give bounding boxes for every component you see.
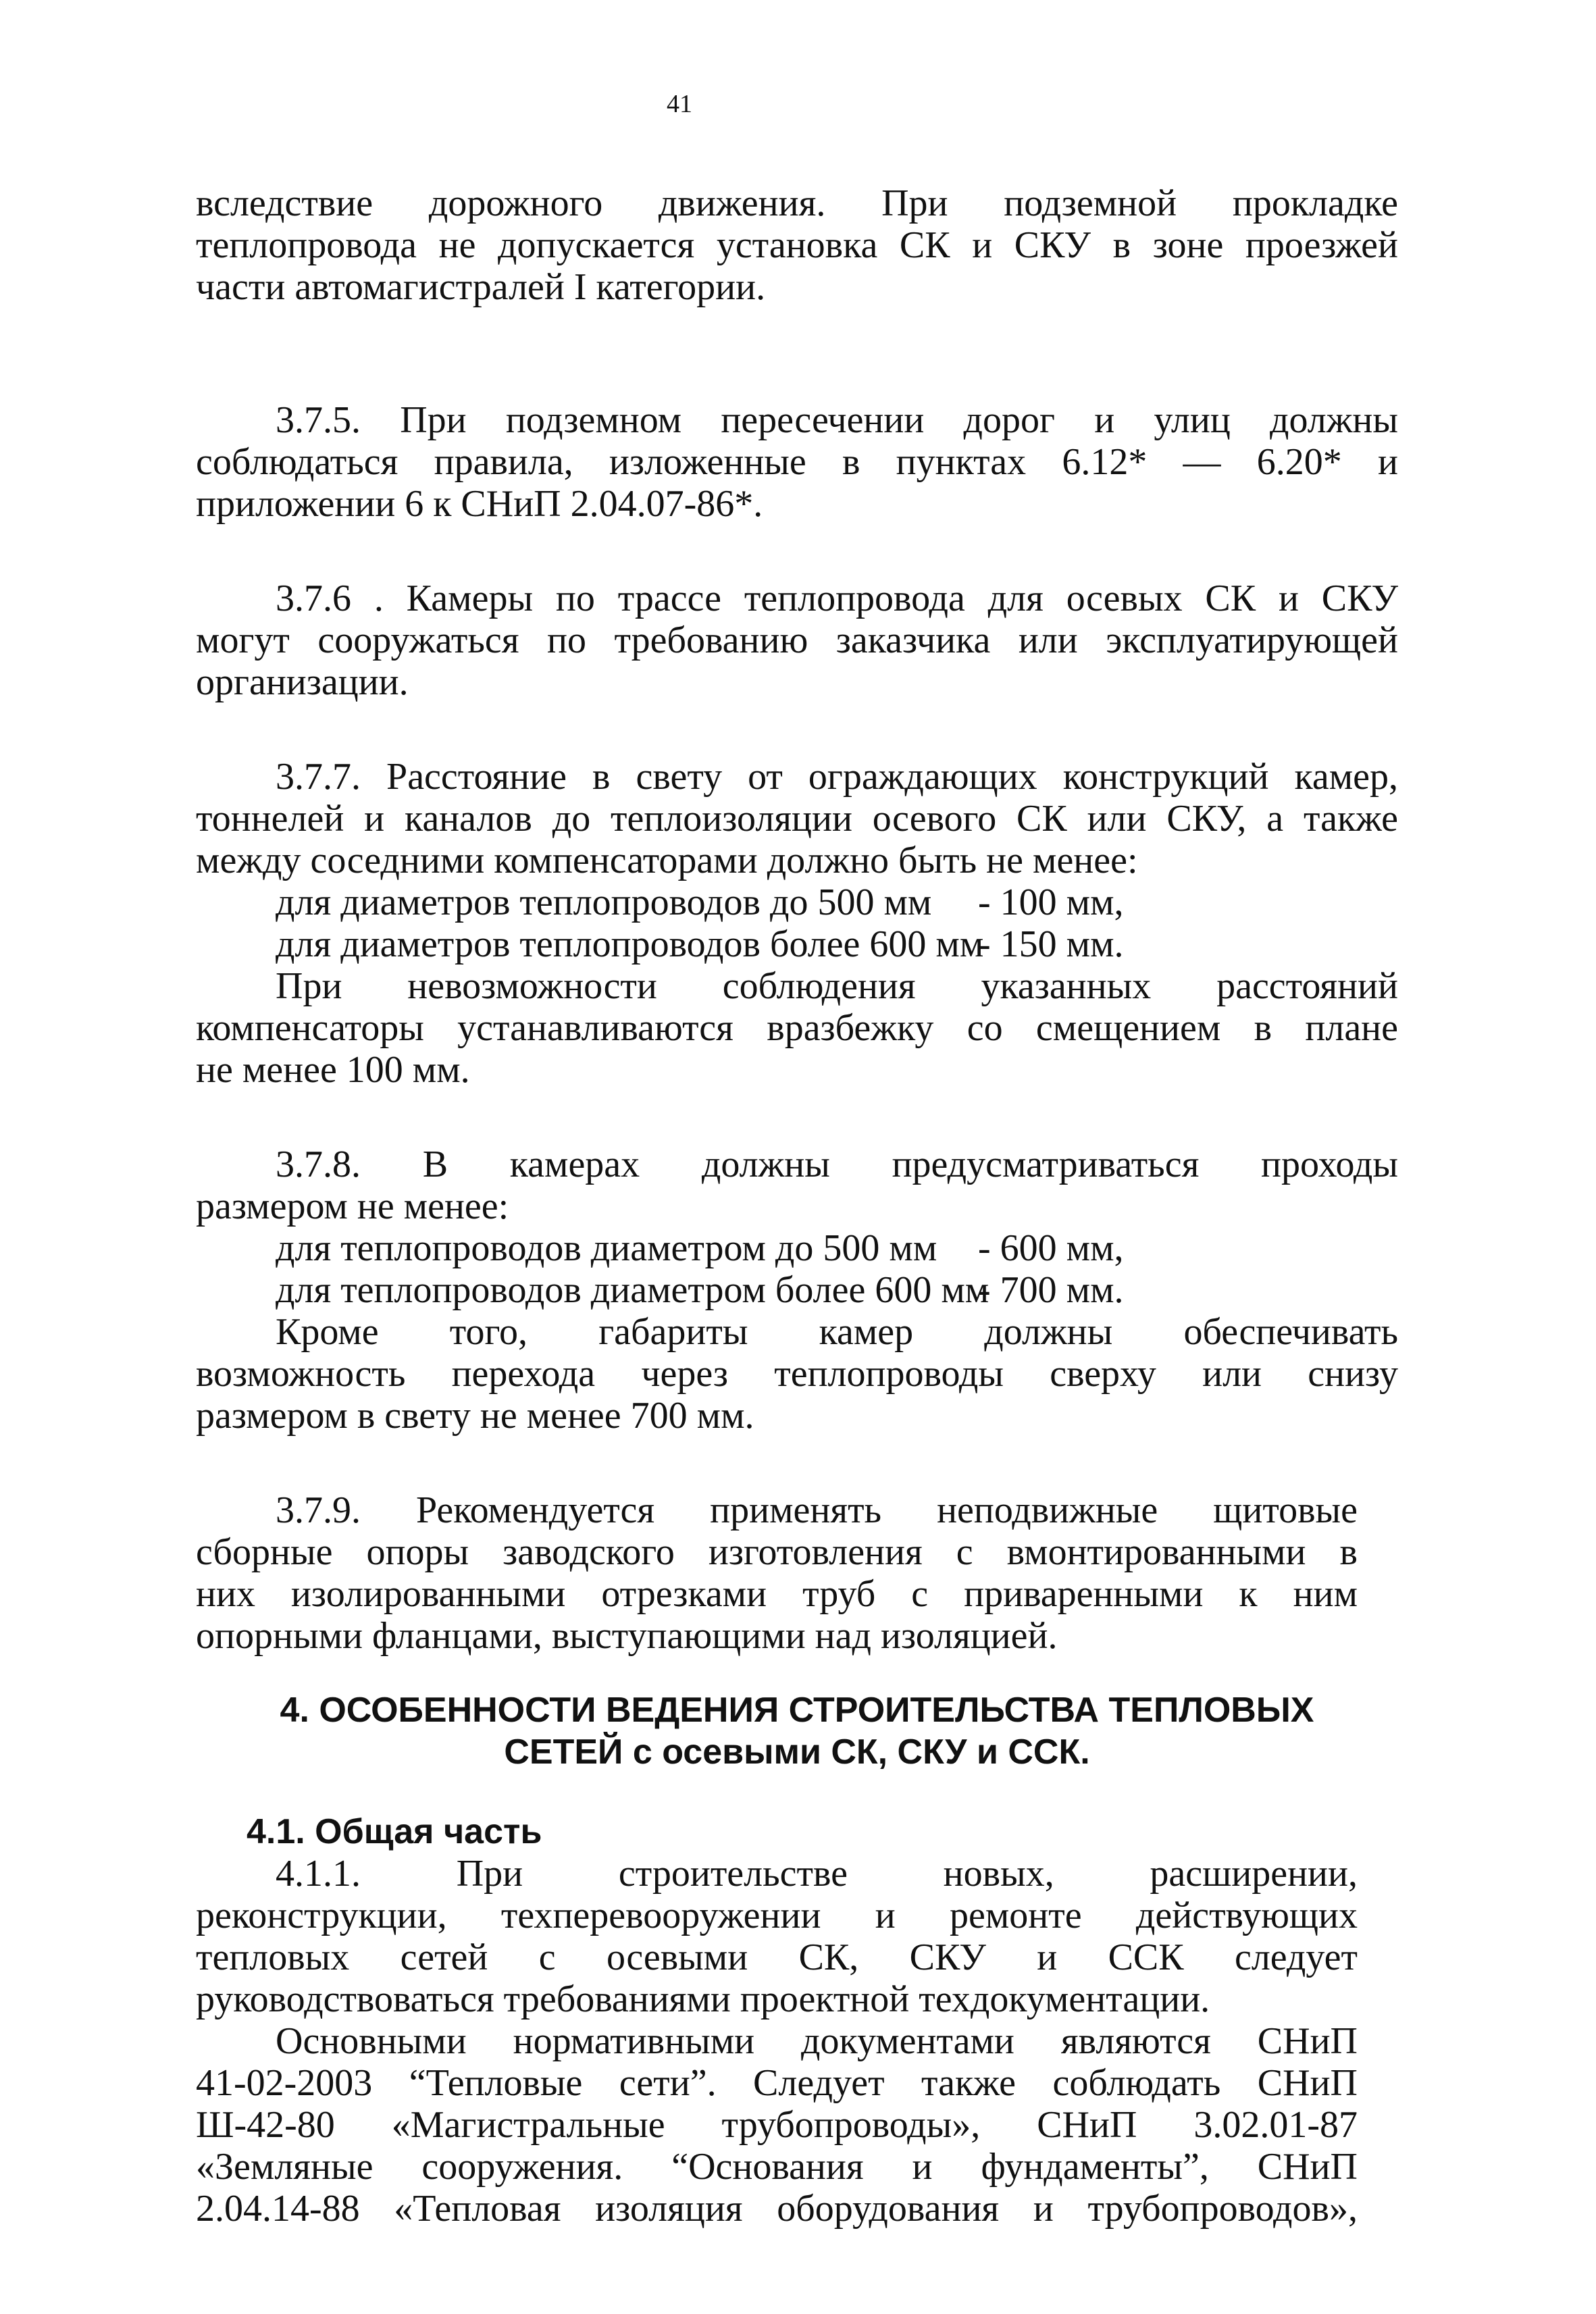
- list-item: [196, 881, 1398, 923]
- text-line: 3.7.5. При подземном пересечении дорог и улиц должны: [276, 399, 1398, 441]
- list-item: [196, 1227, 1398, 1269]
- paragraph-4-1-1: [196, 1853, 1358, 2020]
- heading-line: СЕТЕЙ с осевыми СК, СКУ и ССК.: [504, 1732, 1090, 1772]
- text-line: 3.7.6 . Камеры по трассе теплопровода для осевых СК и СКУ: [276, 577, 1398, 619]
- text-line: реконструкции, техперевооружении и ремонте действующих: [196, 1895, 1358, 1936]
- list-item: [196, 1269, 1398, 1311]
- paragraph-3-7-6: [196, 577, 1398, 703]
- text-line: организации.: [196, 661, 409, 703]
- paragraph-3-7-8: [196, 1143, 1398, 1227]
- list-item-value: - 600 мм,: [978, 1227, 1124, 1269]
- text-line: могут сооружаться по требованию заказчика или эксплуатирующей: [196, 619, 1398, 661]
- paragraph-4-1-2: [196, 2020, 1358, 2230]
- document-body: [196, 182, 1398, 2230]
- list-item-text: для теплопроводов диаметром до 500 мм: [276, 1227, 937, 1269]
- list-item-text: для диаметров теплопроводов до 500 мм: [276, 881, 932, 923]
- heading-line: 4. ОСОБЕННОСТИ ВЕДЕНИЯ СТРОИТЕЛЬСТВА ТЕПЛОВЫХ: [280, 1691, 1314, 1730]
- text-line: 41-02-2003 “Тепловые сети”. Следует также соблюдать СНиП: [196, 2062, 1358, 2104]
- paragraph-continuation: [196, 182, 1398, 308]
- text-line: 4.1.1. При строительстве новых, расширении,: [276, 1853, 1358, 1895]
- text-line: возможность перехода через теплопроводы сверху или снизу: [196, 1353, 1398, 1395]
- list-item: [196, 923, 1398, 965]
- paragraph-3-7-5: [196, 399, 1398, 525]
- text-line: компенсаторы устанавливаются вразбежку со смещением в плане: [196, 1007, 1398, 1049]
- page-number: 41: [667, 90, 692, 118]
- list-item-text: для диаметров теплопроводов более 600 мм: [276, 923, 984, 965]
- text-line: вследствие дорожного движения. При подземной прокладке: [196, 182, 1398, 224]
- text-line: 3.7.9. Рекомендуется применять неподвижные щитовые: [276, 1489, 1358, 1531]
- text-line: опорными фланцами, выступающими над изоляцией.: [196, 1615, 1058, 1657]
- text-line: приложении 6 к СНиП 2.04.07-86*.: [196, 483, 763, 525]
- text-line: «Земляные сооружения. “Основания и фундаменты”, СНиП: [196, 2146, 1358, 2188]
- text-line: теплопровода не допускается установка СК и СКУ в зоне проезжей: [196, 224, 1398, 266]
- section-heading: [196, 1689, 1398, 1773]
- text-line: них изолированными отрезками труб с приваренными к ним: [196, 1573, 1358, 1615]
- text-line: руководствоваться требованиями проектной техдокументации.: [196, 1978, 1210, 2020]
- text-line: Ш-42-80 «Магистральные трубопроводы», СНиП 3.02.01-87: [196, 2104, 1358, 2146]
- text-line: размером в свету не менее 700 мм.: [196, 1395, 754, 1437]
- text-line: тоннелей и каналов до теплоизоляции осевого СК или СКУ, а также: [196, 798, 1398, 840]
- text-line: При невозможности соблюдения указанных расстояний: [276, 965, 1398, 1007]
- paragraph-3-7-7-continued: [196, 965, 1398, 1091]
- text-line: соблюдаться правила, изложенные в пунктах 6.12* — 6.20* и: [196, 441, 1398, 483]
- list-item-value: - 700 мм.: [978, 1269, 1124, 1311]
- text-line: размером не менее:: [196, 1185, 509, 1227]
- list-item-text: для теплопроводов диаметром более 600 мм: [276, 1269, 989, 1311]
- text-line: не менее 100 мм.: [196, 1049, 470, 1091]
- paragraph-3-7-9: [196, 1489, 1358, 1657]
- text-line: Основными нормативными документами являются СНиП: [276, 2020, 1358, 2062]
- text-line: между соседними компенсаторами должно быть не менее:: [196, 840, 1138, 881]
- list-item-value: - 150 мм.: [978, 923, 1124, 965]
- text-line: 3.7.8. В камерах должны предусматриваться проходы: [276, 1143, 1398, 1185]
- text-line: сборные опоры заводского изготовления с вмонтированными в: [196, 1531, 1358, 1573]
- text-line: 2.04.14-88 «Тепловая изоляция оборудования и трубопроводов»,: [196, 2188, 1358, 2230]
- paragraph-3-7-7: [196, 756, 1398, 881]
- text-line: 3.7.7. Расстояние в свету от ограждающих конструкций камер,: [276, 756, 1398, 798]
- text-line: части автомагистралей I категории.: [196, 266, 766, 308]
- text-line: тепловых сетей с осевыми СК, СКУ и ССК следует: [196, 1936, 1358, 1978]
- subsection-heading: 4.1. Общая часть: [247, 1812, 542, 1851]
- paragraph-3-7-8-continued: [196, 1311, 1398, 1437]
- text-line: Кроме того, габариты камер должны обеспечивать: [276, 1311, 1398, 1353]
- list-item-value: - 100 мм,: [978, 881, 1124, 923]
